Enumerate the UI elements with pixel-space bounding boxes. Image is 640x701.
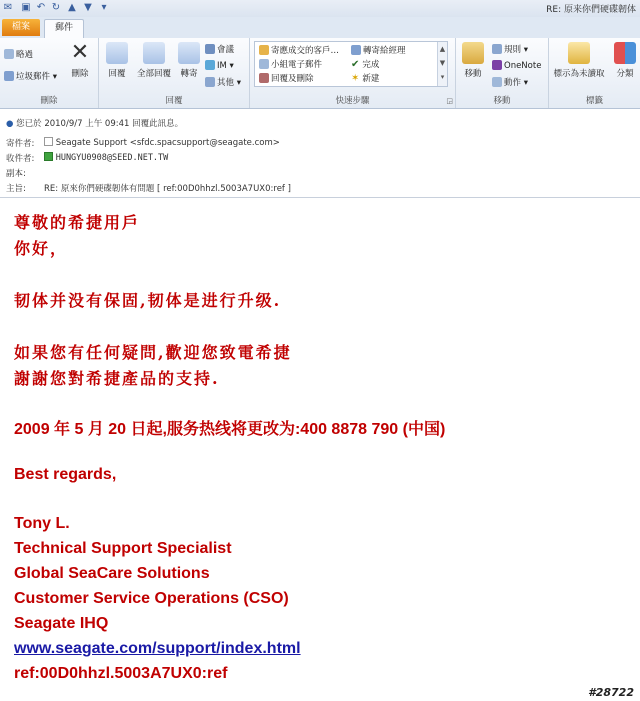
reply-button[interactable]: 回覆 [103,42,131,79]
cc-label: 副本: [6,169,26,179]
more-icon [205,77,215,87]
rules-icon [492,44,502,54]
quick-step-item[interactable]: ✔ 完成 [351,59,380,70]
folder-icon [259,45,269,55]
greeting-line: 尊敬的希捷用戶 [14,213,141,232]
rules-button[interactable]: 規則 ▾ [492,43,528,55]
reply-group-label: 回覆 [165,96,183,106]
ignore-icon [4,49,14,59]
watermark: #28722 [588,686,634,699]
tags-group-label: 標籤 [585,96,603,106]
hotline-line: 2009 年 5 月 20 日起,服务热线将更改为:400 8878 790 (中国) [14,421,446,438]
customize-chevron-icon[interactable]: ▾ [101,2,107,13]
save-icon[interactable]: ▣ [21,2,31,13]
calendar-icon [205,44,215,54]
subject-label: 主旨: [6,184,26,194]
delete-group-label: 刪除 [40,96,58,106]
junk-icon [4,71,14,81]
info-bar[interactable] [6,117,183,129]
move-button[interactable]: 移動 [460,42,486,79]
tags-group [549,38,640,108]
hello-line: 你好， [14,239,69,258]
ignore-button[interactable]: 略過 [4,48,33,60]
window-title: RE: 原来你們硬碟韌体 [546,5,636,15]
subject-value: RE: 原來你們硬碟韌体有問題 [ ref:00D0hhzl.5003A7UX0:ref ] [44,184,291,194]
forward-icon [178,42,200,64]
ribbon-tabs [0,17,640,38]
tab-message[interactable]: 郵件 [44,19,84,39]
move-group [456,38,549,108]
dialog-launcher-icon[interactable]: ◲ [446,97,453,105]
reply-icon [106,42,128,64]
info-icon: ● [6,119,14,129]
to-value[interactable]: HUNGYU0908@SEED.NET.TW [44,152,168,163]
reply-delete-icon [259,73,269,83]
delete-group [0,38,99,108]
reply-all-icon [143,42,165,64]
more-button[interactable]: 其他 ▾ [205,76,241,88]
quick-steps-scroll[interactable]: ▲ ▼ ▾ [437,42,447,86]
down-arrow-icon[interactable]: ▼ [84,2,92,13]
undo-icon[interactable]: ↶ [36,2,46,13]
support-link[interactable]: www.seagate.com/support/index.html [14,640,301,657]
title-bar [0,0,640,18]
signature-dept: Customer Service Operations (CSO) [14,590,289,607]
onenote-icon [492,60,502,70]
question-line: 如果您有任何疑問,歡迎您致電希捷 [14,343,292,362]
quick-steps-group-label: 快速步驟 [335,96,370,106]
regards-line: Best regards, [14,466,117,483]
team-mail-icon [259,59,269,69]
quick-steps-gallery [254,41,448,87]
to-label: 收件者: [6,154,35,164]
actions-button[interactable]: 動作 ▾ [492,76,528,88]
quick-step-item[interactable]: 寄應成交的客戶… [259,44,339,56]
im-icon [205,60,215,70]
reply-group [99,38,250,108]
junk-button[interactable]: 垃圾郵件 ▾ [4,70,57,82]
tab-file[interactable]: 檔案 [2,19,40,36]
message-header [0,109,640,198]
im-button[interactable]: IM ▾ [205,60,234,71]
ribbon [0,38,640,109]
from-value[interactable]: Seagate Support <sfdc.spacsupport@seagate.com> [44,137,280,148]
quick-step-item[interactable]: 轉寄給經理 [351,44,406,56]
new-star-icon: ✶ [351,73,360,84]
outlook-icon: ✉ [3,2,13,13]
move-folder-icon [462,42,484,64]
unread-envelope-icon [568,42,590,64]
checkmark-icon: ✔ [351,59,360,70]
up-arrow-icon[interactable]: ▲ [68,2,76,13]
quick-step-item[interactable]: 回覆及刪除 [259,72,314,84]
redo-icon[interactable]: ↻ [51,2,61,13]
signature-org: Seagate IHQ [14,615,109,632]
delete-x-icon: ✕ [70,40,90,65]
firmware-line: 韧体并没有保固,韧体是进行升级. [14,291,282,310]
thanks-line: 謝謝您對希捷產品的支持. [14,369,220,388]
signature-team: Global SeaCare Solutions [14,565,210,582]
categorize-icon [614,42,636,64]
signature-name: Tony L. [14,515,70,532]
from-label: 寄件者: [6,139,35,149]
forward-button[interactable]: 轉寄 [177,42,201,79]
ref-line: ref:00D0hhzl.5003A7UX0:ref [14,665,228,682]
mark-unread-button[interactable]: 標示為未讀取 [551,42,607,79]
quick-step-item[interactable]: ✶ 新建 [351,73,380,84]
message-body [0,198,640,701]
delete-button[interactable]: ✕ 刪除 [70,40,90,79]
quick-steps-group [250,38,456,108]
meeting-button[interactable]: 會議 [205,43,234,55]
actions-icon [492,77,502,87]
quick-step-item[interactable]: 小組電子郵件 [259,58,322,70]
forward-mail-icon [351,45,361,55]
categorize-button[interactable]: 分類 [613,42,637,79]
presence-icon [44,137,53,146]
signature-title: Technical Support Specialist [14,540,232,557]
reply-all-button[interactable]: 全部回覆 [135,42,173,79]
move-group-label: 移動 [493,96,511,106]
onenote-button[interactable]: OneNote [492,60,541,71]
presence-online-icon [44,152,53,161]
info-text: 您已於 2010/9/7 上午 09:41 回覆此訊息。 [16,119,184,129]
